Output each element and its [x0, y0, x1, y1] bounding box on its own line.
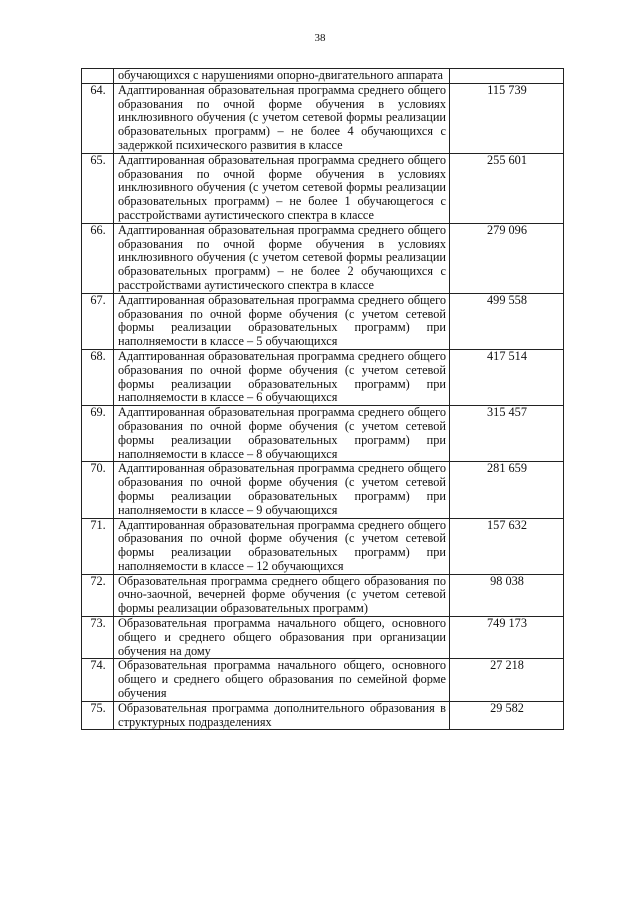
table-row: [82, 83, 564, 153]
program-description: Адаптированная образовательная программа среднего общего образования по очной форме обучения (с учетом сетевой формы реализации образовательных программ) при наполняемости в классе – 12 обучающихся: [114, 518, 450, 574]
program-description: Адаптированная образовательная программа среднего общего образования по очной форме обучения (с учетом сетевой формы реализации образовательных программ) при наполняемости в классе – 9 обучающихся: [114, 462, 450, 518]
program-description: Адаптированная образовательная программа среднего общего образования по очной форме обучения в условиях инклюзивного обучения (с учетом сетевой формы реализации образовательных программ) – не более 4 обучающихся с задержкой психического развития в классе: [114, 83, 450, 153]
row-number: [82, 69, 114, 84]
program-description: Адаптированная образовательная программа среднего общего образования по очной форме обучения (с учетом сетевой формы реализации образовательных программ) при наполняемости в классе – 5 обучающихся: [114, 293, 450, 349]
row-number: 75.: [82, 701, 114, 730]
program-description: Образовательная программа начального общего, основного общего и среднего общего образования при организации обучения на дому: [114, 617, 450, 659]
row-number: 71.: [82, 518, 114, 574]
cost-amount: [450, 69, 564, 84]
cost-amount: 749 173: [450, 617, 564, 659]
cost-amount: 315 457: [450, 406, 564, 462]
program-description: Адаптированная образовательная программа среднего общего образования по очной форме обучения (с учетом сетевой формы реализации образовательных программ) при наполняемости в классе – 6 обучающихся: [114, 349, 450, 405]
row-number: 72.: [82, 574, 114, 616]
table-row: [82, 617, 564, 659]
table-row: [82, 153, 564, 223]
cost-amount: 281 659: [450, 462, 564, 518]
cost-amount: 29 582: [450, 701, 564, 730]
table-row: [82, 293, 564, 349]
table-row: [82, 223, 564, 293]
cost-amount: 499 558: [450, 293, 564, 349]
cost-amount: 27 218: [450, 659, 564, 701]
cost-amount: 115 739: [450, 83, 564, 153]
table-row: [82, 701, 564, 730]
cost-amount: 98 038: [450, 574, 564, 616]
cost-amount: 417 514: [450, 349, 564, 405]
row-number: 70.: [82, 462, 114, 518]
cost-amount: 279 096: [450, 223, 564, 293]
table-row: [82, 574, 564, 616]
program-description: Адаптированная образовательная программа среднего общего образования по очной форме обучения в условиях инклюзивного обучения (с учетом сетевой формы реализации образовательных программ) – не более 2 обучающихся с расстройствами аутистического спектра в классе: [114, 223, 450, 293]
program-description: Адаптированная образовательная программа среднего общего образования по очной форме обучения (с учетом сетевой формы реализации образовательных программ) при наполняемости в классе – 8 обучающихся: [114, 406, 450, 462]
row-number: 74.: [82, 659, 114, 701]
row-number: 68.: [82, 349, 114, 405]
tariff-table: [81, 68, 564, 730]
row-number: 67.: [82, 293, 114, 349]
row-number: 69.: [82, 406, 114, 462]
program-description: Образовательная программа дополнительного образования в структурных подразделениях: [114, 701, 450, 730]
program-description: Образовательная программа среднего общего образования по очно-заочной, вечерней форме обучения (с учетом сетевой формы реализации образовательных программ): [114, 574, 450, 616]
table-row: [82, 69, 564, 84]
row-number: 65.: [82, 153, 114, 223]
table-row: [82, 659, 564, 701]
row-number: 64.: [82, 83, 114, 153]
program-description: Образовательная программа начального общего, основного общего и среднего общего образования по семейной форме обучения: [114, 659, 450, 701]
program-description: обучающихся с нарушениями опорно-двигательного аппарата: [114, 69, 450, 84]
row-number: 66.: [82, 223, 114, 293]
cost-amount: 255 601: [450, 153, 564, 223]
cost-amount: 157 632: [450, 518, 564, 574]
table-row: [82, 518, 564, 574]
table-row: [82, 349, 564, 405]
page-number: 38: [314, 32, 326, 44]
table-row: [82, 462, 564, 518]
table-row: [82, 406, 564, 462]
row-number: 73.: [82, 617, 114, 659]
program-description: Адаптированная образовательная программа среднего общего образования по очной форме обучения в условиях инклюзивного обучения (с учетом сетевой формы реализации образовательных программ) – не более 1 обучающегося с расстройствами аутистического спектра в классе: [114, 153, 450, 223]
